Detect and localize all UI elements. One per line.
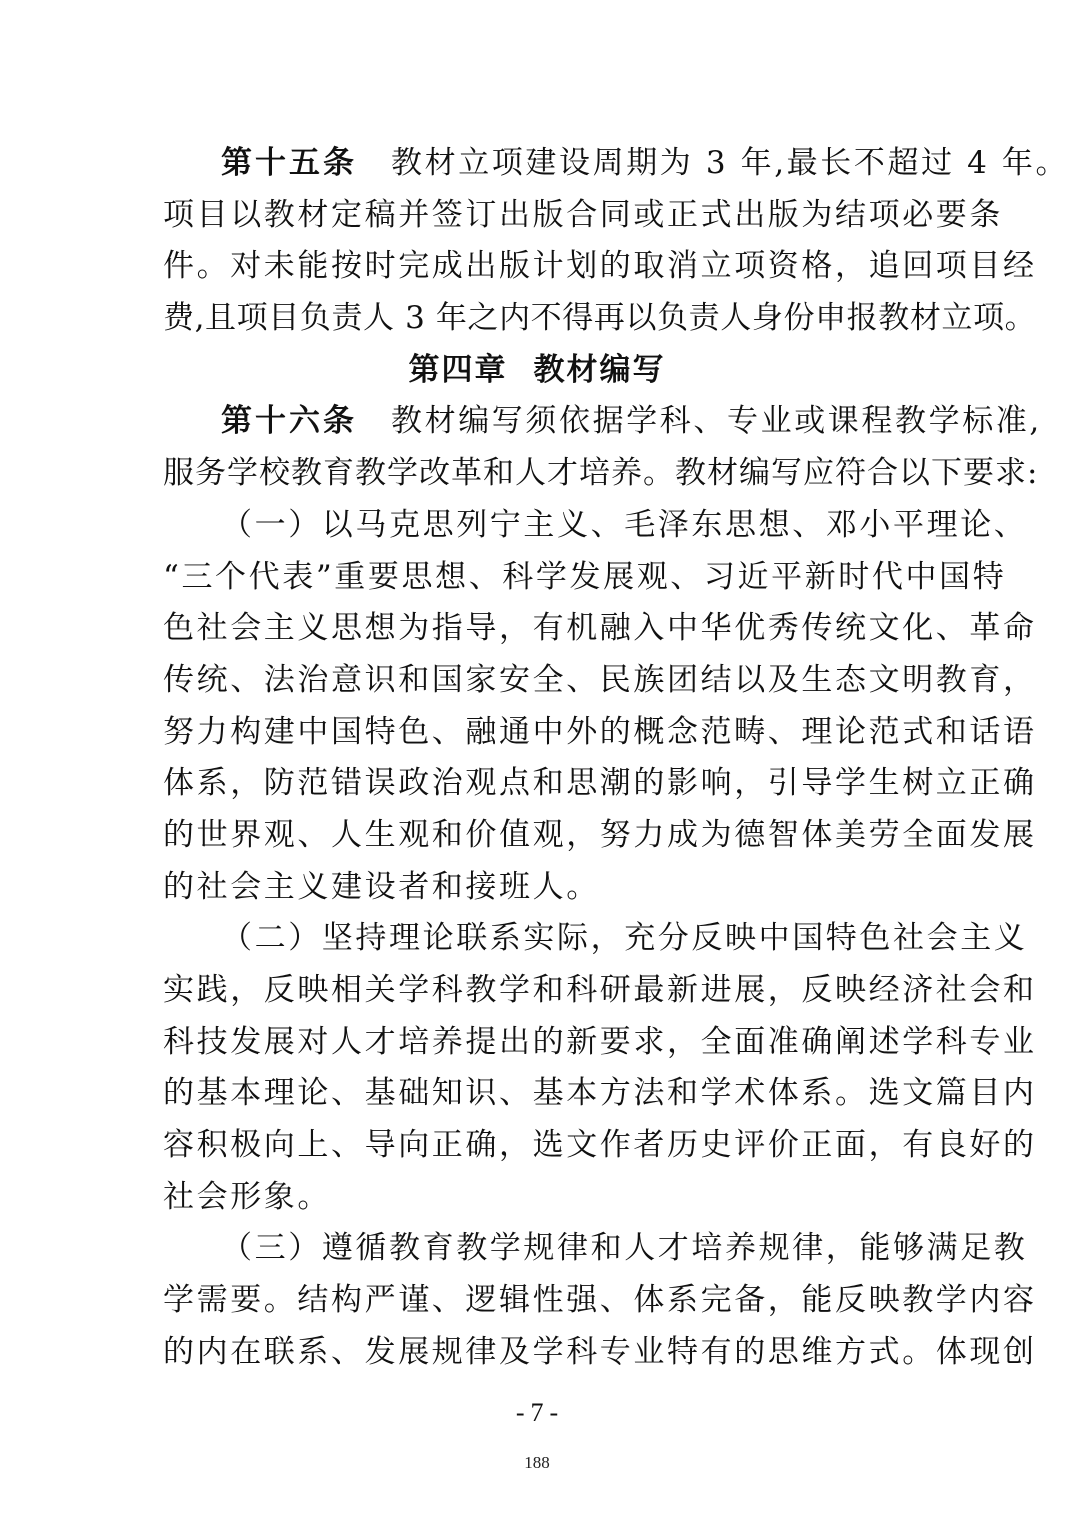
article-16-line-1 — [163, 396, 1042, 448]
article-15-line-2: 项目以教材定稿并签订出版合同或正式出版为结项必要条 — [163, 196, 1003, 233]
chapter-4-number: 第四章 — [408, 351, 508, 388]
item-3-line-2: 学需要。结构严谨、逻辑性强、体系完备，能反映教学内容 — [163, 1282, 1037, 1319]
item-2-line-6: 社会形象。 — [163, 1178, 331, 1215]
article-15-heading: 第十五条 — [221, 145, 357, 181]
article-15-line-4: 费,且项目负责人 3 年之内不得再以负责人身份申报教材立项。 — [163, 300, 1037, 337]
item-1-line-3: 色社会主义思想为指导，有机融入中华优秀传统文化、革命 — [163, 610, 1037, 647]
article-16-text: 教材编写须依据学科、专业或课程教学标准, — [391, 403, 1042, 440]
article-16-heading: 第十六条 — [221, 403, 357, 440]
item-1-line-5: 努力构建中国特色、融通中外的概念范畴、理论范式和话语 — [163, 713, 1037, 750]
item-3-line-3: 的内在联系、发展规律及学科专业特有的思维方式。体现创 — [163, 1333, 1037, 1370]
item-1-line-6: 体系，防范错误政治观点和思潮的影响，引导学生树立正确 — [163, 765, 1037, 802]
page-number: - 7 - — [515, 1398, 559, 1427]
sheet-number: 188 — [524, 1453, 550, 1472]
document-body — [163, 138, 1070, 1379]
article-15-line-3: 件。对未能按时完成出版计划的取消立项资格，追回项目经 — [163, 248, 1037, 285]
item-3-line-1: （三）遵循教育教学规律和人才培养规律，能够满足教 — [221, 1230, 1028, 1267]
item-1-line-4: 传统、法治意识和国家安全、民族团结以及生态文明教育， — [163, 661, 1037, 698]
item-2-line-1: （二）坚持理论联系实际，充分反映中国特色社会主义 — [221, 920, 1028, 957]
item-2-line-3: 科技发展对人才培养提出的新要求，全面准确阐述学科专业 — [163, 1023, 1037, 1060]
article-16-line-2: 服务学校教育教学改革和人才培养。教材编写应符合以下要求: — [163, 455, 1039, 492]
chapter-4-heading — [163, 345, 911, 397]
item-2-line-5: 容积极向上、导向正确，选文作者历史评价正面，有良好的 — [163, 1127, 1037, 1164]
item-2-line-2: 实践，反映相关学科教学和科研最新进展，反映经济社会和 — [163, 972, 1037, 1008]
item-2-line-4: 的基本理论、基础知识、基本方法和学术体系。选文篇目内 — [163, 1075, 1037, 1112]
item-1-line-8: 的社会主义建设者和接班人。 — [163, 868, 600, 905]
article-15-text: 教材立项建设周期为 3 年,最长不超过 4 年。 — [391, 145, 1070, 181]
item-1-line-1: （一）以马克思列宁主义、毛泽东思想、邓小平理论、 — [221, 506, 1028, 543]
item-1-line-2: “三个代表”重要思想、科学发展观、习近平新时代中国特 — [163, 558, 1007, 595]
article-15-line-1 — [163, 138, 1070, 190]
chapter-4-title: 教材编写 — [533, 351, 666, 388]
item-1-line-7: 的世界观、人生观和价值观，努力成为德智体美劳全面发展 — [163, 816, 1037, 853]
page-number-value: 7 — [530, 1398, 544, 1427]
